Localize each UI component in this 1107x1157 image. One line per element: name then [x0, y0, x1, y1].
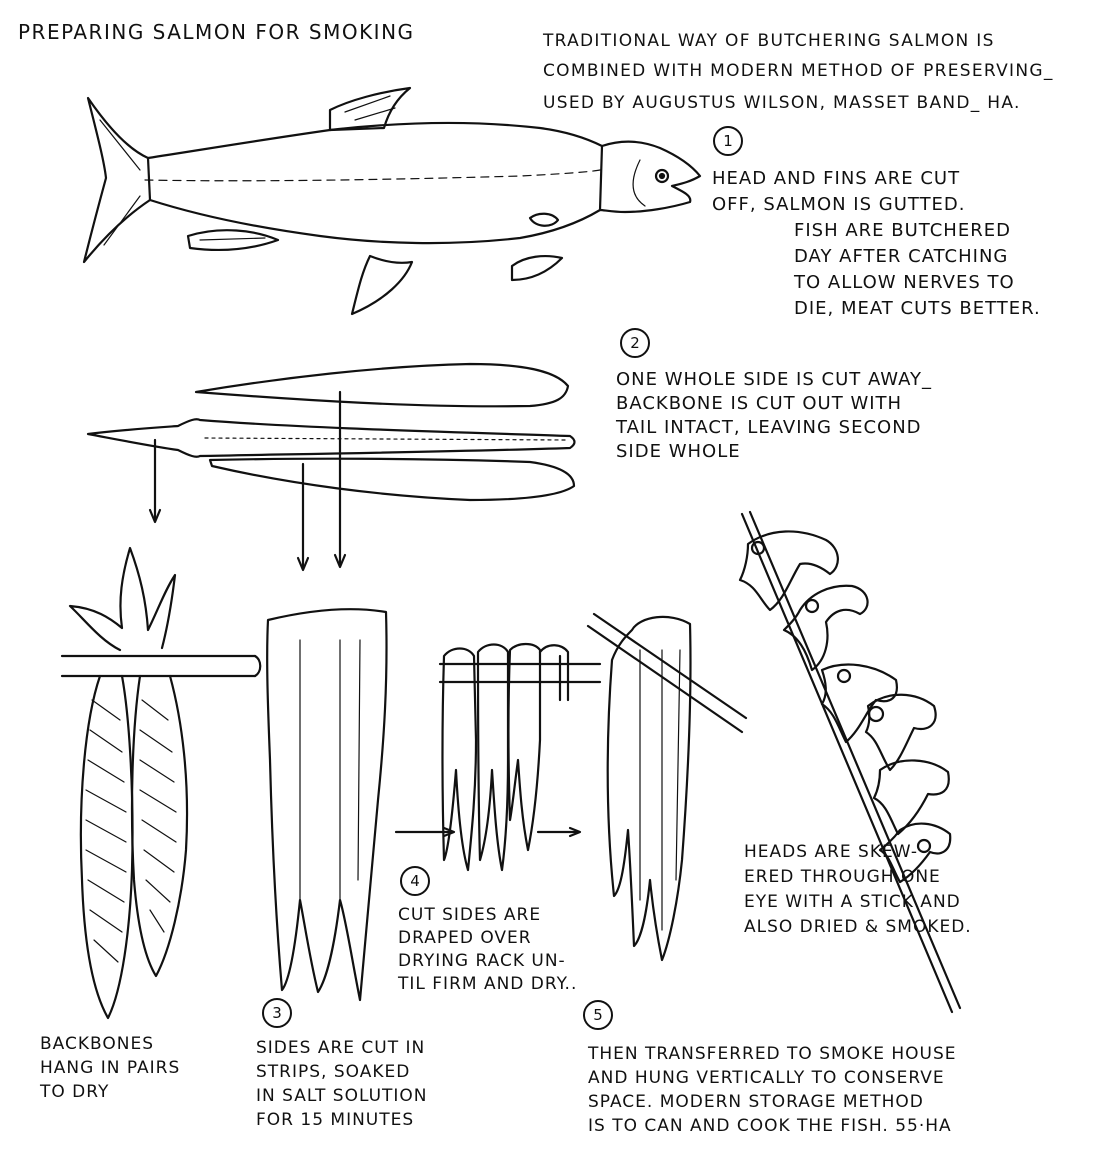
step1-line: DIE, MEAT CUTS BETTER.	[794, 298, 1041, 319]
step2-line: TAIL INTACT, LEAVING SECOND	[616, 417, 922, 438]
step2-line: ONE WHOLE SIDE IS CUT AWAY_	[616, 369, 933, 390]
heads-line: EYE WITH A STICK AND	[744, 892, 961, 912]
strips-smokehouse-drawing	[588, 614, 746, 960]
step1-line: TO ALLOW NERVES TO	[794, 272, 1015, 293]
step3-number: 3	[262, 998, 292, 1028]
page-title: PREPARING SALMON FOR SMOKING	[18, 20, 415, 44]
step5-number: 5	[583, 1000, 613, 1030]
step1-text	[712, 166, 1041, 322]
backbones-line: TO DRY	[40, 1082, 110, 1102]
step4-line: DRAPED OVER	[398, 928, 532, 948]
step4-line: TIL FIRM AND DRY..	[398, 974, 578, 994]
step4-number: 4	[400, 866, 430, 896]
backbones-line: HANG IN PAIRS	[40, 1058, 181, 1078]
step3-line: IN SALT SOLUTION	[256, 1086, 428, 1106]
step5-line: AND HUNG VERTICALLY TO CONSERVE	[588, 1068, 945, 1088]
step5-line: SPACE. MODERN STORAGE METHOD	[588, 1092, 924, 1112]
heads-line: ALSO DRIED & SMOKED.	[744, 917, 972, 937]
step5-line: IS TO CAN AND COOK THE FISH. 55·HA	[588, 1116, 952, 1136]
whole-salmon-drawing	[84, 88, 700, 314]
heads-caption	[744, 840, 972, 940]
intro-line: COMBINED WITH MODERN METHOD OF PRESERVING_	[543, 61, 1054, 81]
step2-text	[616, 368, 932, 464]
step2-line: SIDE WHOLE	[616, 441, 741, 462]
backbones-line: BACKBONES	[40, 1034, 155, 1054]
step2-number: 2	[620, 328, 650, 358]
step5-line: THEN TRANSFERRED TO SMOKE HOUSE	[588, 1044, 957, 1064]
step1-line: OFF, SALMON IS GUTTED.	[712, 194, 966, 215]
step4-line: DRYING RACK UN-	[398, 951, 566, 971]
step2-line: BACKBONE IS CUT OUT WITH	[616, 393, 903, 414]
step5-text	[588, 1042, 957, 1138]
step1-line: DAY AFTER CATCHING	[794, 246, 1009, 267]
step4-text	[398, 904, 577, 996]
intro-line: TRADITIONAL WAY OF BUTCHERING SALMON IS	[543, 31, 995, 51]
heads-line: HEADS ARE SKEW-	[744, 842, 918, 862]
step1-line: FISH ARE BUTCHERED	[794, 220, 1011, 241]
step3-line: SIDES ARE CUT IN	[256, 1038, 426, 1058]
backbones-hanging-drawing	[62, 548, 260, 1018]
backbones-caption	[40, 1032, 180, 1104]
intro-text	[543, 26, 1054, 118]
step3-line: FOR 15 MINUTES	[256, 1110, 415, 1130]
step3-line: STRIPS, SOAKED	[256, 1062, 411, 1082]
strips-draped-drawing	[440, 644, 600, 870]
heads-line: ERED THROUGH ONE	[744, 867, 941, 887]
intro-line: USED BY AUGUSTUS WILSON, MASSET BAND_ HA.	[543, 93, 1021, 113]
step4-line: CUT SIDES ARE	[398, 905, 542, 925]
step1-line: HEAD AND FINS ARE CUT	[712, 168, 961, 189]
step1-number: 1	[713, 126, 743, 156]
butchered-sides-drawing	[88, 364, 575, 570]
step3-text	[256, 1036, 428, 1132]
